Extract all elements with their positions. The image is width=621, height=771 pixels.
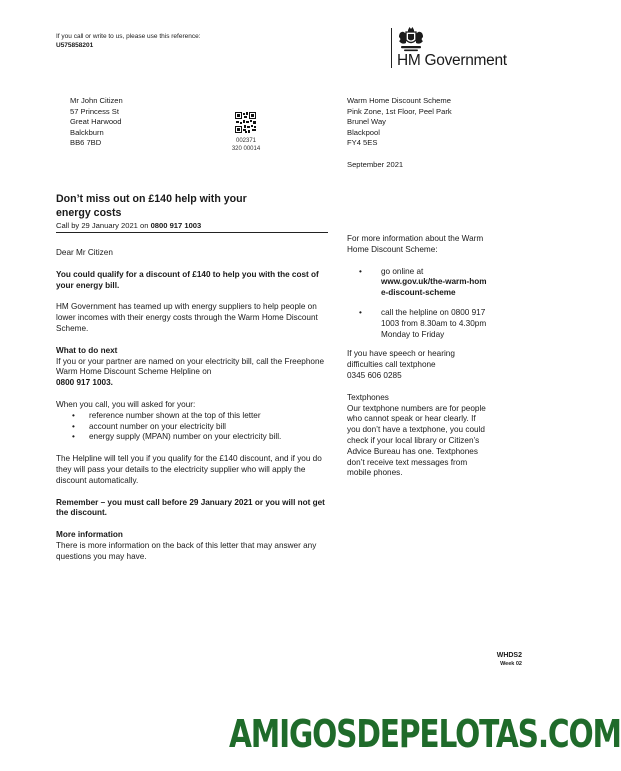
call-by-text: Call by 29 January 2021 on: [56, 221, 151, 230]
info-sidebar: [347, 234, 487, 479]
sender-line: Warm Home Discount Scheme: [347, 96, 451, 105]
recipient-line: BB6 7BD: [70, 138, 102, 148]
list-item: • account number on your electricity bill: [56, 422, 326, 433]
barcode-line: 002371: [235, 138, 257, 144]
recipient-line: Great Harwood: [70, 117, 122, 127]
recipient-address: [70, 96, 123, 149]
letter-date: September 2021: [347, 160, 404, 169]
textphones-heading: Textphones: [347, 392, 389, 402]
brand-name: HM Government: [397, 52, 507, 69]
sidebar-intro: For more information about the Warm Home Discount Scheme:: [347, 234, 484, 254]
call-by-line: [56, 221, 201, 232]
intro-paragraph: HM Government has teamed up with energy suppliers to help people on lower incomes with their energy costs through the Warm Home Discount Scheme.: [56, 302, 318, 333]
sender-line: FY4 5ES: [347, 138, 378, 148]
royal-coat-of-arms-icon: [397, 27, 425, 53]
what-to-do-text: If you or your partner are named on your electricity bill, call the Freephone Warm Home Discount Scheme Helpline on: [56, 356, 325, 377]
headline-title-line: Don’t miss out on £140 help with your: [56, 193, 247, 205]
website-link[interactable]: www.gov.uk/the-warm-home-discount-scheme: [381, 277, 487, 298]
sender-line: Brunel Way: [347, 117, 386, 127]
helpline-details: • call the helpline on 0800 917 1003 from 8.30am to 4.30pm Monday to Friday: [381, 307, 487, 339]
recipient-line: Balckburn: [70, 127, 104, 137]
reference-code: U575858201: [56, 42, 94, 49]
letter-body: [56, 248, 326, 563]
contact-options: [347, 267, 487, 341]
what-to-do-heading: What to do next: [56, 345, 118, 355]
textphones-text: Our textphone numbers are for people who cannot speak or hear clearly. If you don’t have a textphone, you could check if your local library or Citizen’s Advice Bureau has one. Textphones don’t receive text messages from mobile phones.: [347, 403, 486, 478]
textphone-number: 0345 606 0285: [347, 370, 402, 380]
qualify-statement: You could qualify for a discount of £140 to help you with the cost of your energy bill.: [56, 269, 319, 290]
sender-line: Pink Zone, 1st Floor, Peel Park: [347, 106, 452, 116]
speech-hearing-text: If you have speech or hearing difficulties call textphone: [347, 349, 455, 370]
barcode-numbers: [226, 138, 266, 153]
online-label: • go online at: [381, 266, 424, 276]
reference-intro: If you call or write to us, please use this reference:: [56, 33, 201, 40]
barcode-line: 320 00014: [231, 145, 261, 152]
remember-statement: Remember – you must call before 29 January 2021 or you will not get the discount.: [56, 497, 325, 518]
form-week: Week 02: [500, 661, 522, 667]
watermark-text: AMIGOSDEPELOTAS.COM: [229, 712, 621, 756]
headline-title: [56, 192, 326, 220]
list-item: • reference number shown at the top of this letter: [56, 411, 326, 422]
more-info-text: There is more information on the back of this letter that may answer any questions you may have.: [56, 540, 317, 561]
what-to-do-phone: 0800 917 1003.: [56, 378, 113, 388]
salutation: Dear Mr Citizen: [56, 248, 113, 257]
more-info-heading: More information: [56, 530, 123, 540]
sender-address: [347, 96, 452, 149]
list-item: [347, 308, 487, 340]
recipient-line: 57 Princess St: [70, 106, 119, 116]
recipient-line: Mr John Citizen: [70, 96, 123, 105]
headline-phone: 0800 917 1003: [150, 221, 202, 230]
headline-rule: [56, 232, 328, 233]
brand-divider: [391, 28, 392, 68]
form-code: WHDS2: [496, 652, 522, 659]
when-you-call: When you call, you will asked for your:: [56, 399, 196, 409]
helpline-paragraph: The Helpline will tell you if you qualify for the £140 discount, and if you do they will pass your details to the electricity supplier who will apply the discount automatically.: [56, 454, 322, 485]
list-item: • energy supply (MPAN) number on your electricity bill.: [56, 432, 326, 443]
asked-for-list: [56, 411, 326, 443]
sender-line: Blackpool: [347, 127, 380, 137]
list-item: [347, 267, 487, 299]
headline-title-line: energy costs: [56, 207, 122, 219]
qr-code-icon: [235, 112, 256, 133]
